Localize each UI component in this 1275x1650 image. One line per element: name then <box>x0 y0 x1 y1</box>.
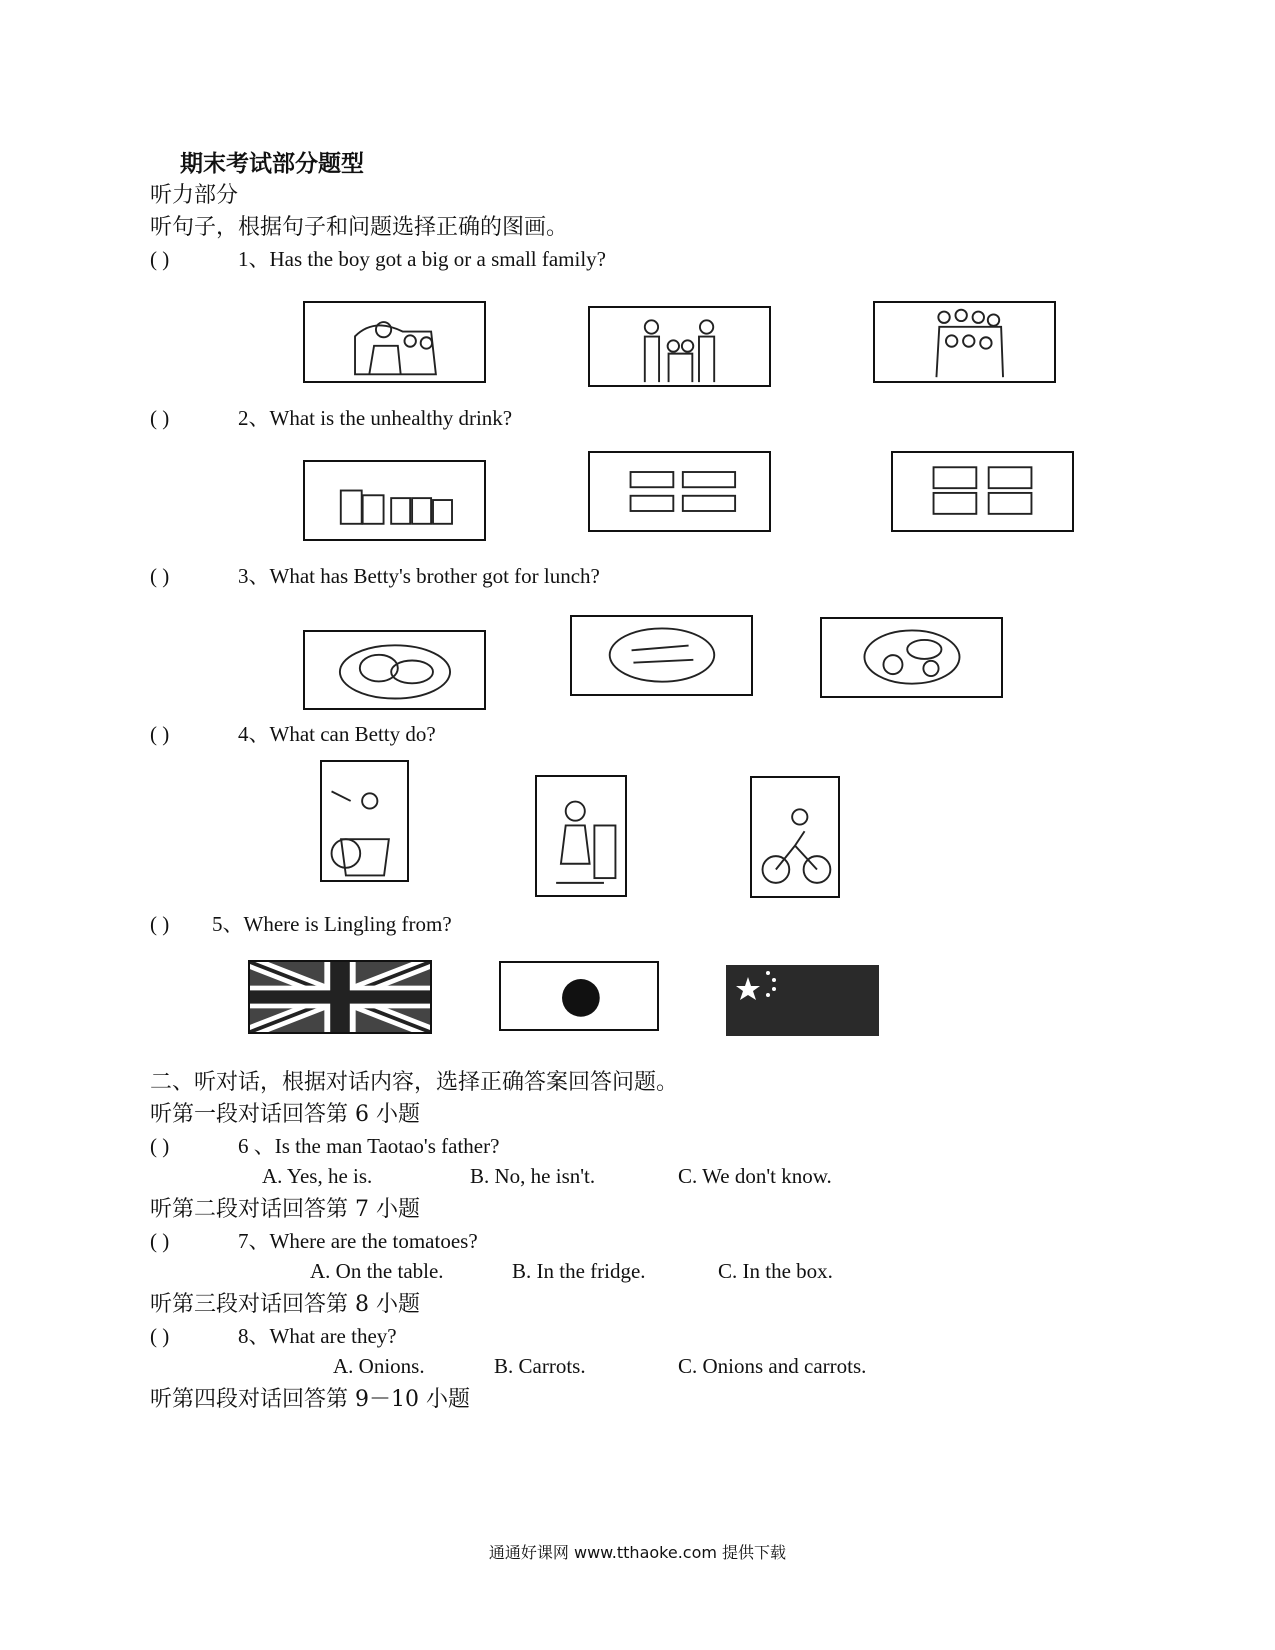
picture-uk-flag <box>248 960 432 1034</box>
answer-blank[interactable]: ( ) <box>150 247 170 271</box>
picture-vegetable-plate <box>820 617 1003 698</box>
q8-option-b[interactable]: B. Carrots. <box>494 1354 586 1378</box>
q7-option-a[interactable]: A. On the table. <box>310 1259 444 1283</box>
answer-blank[interactable]: ( ) <box>150 1229 170 1253</box>
q8-option-a[interactable]: A. Onions. <box>333 1354 425 1378</box>
answer-blank[interactable]: ( ) <box>150 1134 170 1158</box>
question-text: 3、What has Betty's brother got for lunch? <box>238 564 600 588</box>
q7-option-b[interactable]: B. In the fridge. <box>512 1259 646 1283</box>
question-5 <box>150 908 452 938</box>
section-2-heading: 二、听对话，根据对话内容，选择正确答案回答问题。 <box>150 1070 679 1095</box>
picture-small-family <box>303 301 486 383</box>
dialog-4-heading: 听第四段对话回答第 9－10 小题 <box>150 1387 470 1412</box>
picture-cans <box>891 451 1074 532</box>
answer-blank[interactable]: ( ) <box>150 406 170 430</box>
dialog-2-heading: 听第二段对话回答第 7 小题 <box>150 1197 420 1222</box>
answer-blank[interactable]: ( ) <box>150 722 170 746</box>
picture-basketball <box>320 760 409 882</box>
answer-blank[interactable]: ( ) <box>150 912 170 936</box>
question-text: 1、Has the boy got a big or a small family? <box>238 247 607 271</box>
question-1 <box>150 243 606 273</box>
question-text: 4、What can Betty do? <box>238 722 436 746</box>
picture-bottles <box>588 451 771 532</box>
question-7 <box>150 1225 478 1255</box>
page-footer: 通通好课网 www.tthaoke.com 提供下载 <box>488 1543 787 1562</box>
section-listening: 听力部分 <box>150 183 239 208</box>
question-text: 8、What are they? <box>238 1324 397 1348</box>
answer-blank[interactable]: ( ) <box>150 564 170 588</box>
dialog-3-heading: 听第三段对话回答第 8 小题 <box>150 1292 420 1317</box>
picture-fish-plate <box>570 615 753 696</box>
picture-cups <box>303 460 486 541</box>
picture-china-flag <box>726 965 879 1036</box>
question-text: 7、Where are the tomatoes? <box>238 1229 478 1253</box>
document-title: 期末考试部分题型 <box>180 150 364 177</box>
question-4 <box>150 718 436 748</box>
question-2 <box>150 402 512 432</box>
picture-japan-flag <box>499 961 659 1031</box>
picture-ride-bike <box>750 776 840 898</box>
picture-meat-plate <box>303 630 486 710</box>
question-text: 2、What is the unhealthy drink? <box>238 406 513 430</box>
question-text: 5、Where is Lingling from? <box>212 912 452 936</box>
instruction-1: 听句子，根据句子和问题选择正确的图画。 <box>150 215 569 240</box>
picture-play-piano <box>535 775 627 897</box>
answer-blank[interactable]: ( ) <box>150 1324 170 1348</box>
question-text: 6 、Is the man Taotao's father? <box>238 1134 500 1158</box>
picture-medium-family <box>588 306 771 387</box>
question-6 <box>150 1130 499 1160</box>
q7-option-c[interactable]: C. In the box. <box>718 1259 833 1283</box>
question-8 <box>150 1320 397 1350</box>
q6-option-b[interactable]: B. No, he isn't. <box>470 1164 596 1188</box>
dialog-1-heading: 听第一段对话回答第 6 小题 <box>150 1102 420 1127</box>
q8-option-c[interactable]: C. Onions and carrots. <box>678 1354 867 1378</box>
picture-big-family <box>873 301 1056 383</box>
q6-option-c[interactable]: C. We don't know. <box>678 1164 832 1188</box>
question-3 <box>150 560 600 590</box>
q6-option-a[interactable]: A. Yes, he is. <box>262 1164 373 1188</box>
